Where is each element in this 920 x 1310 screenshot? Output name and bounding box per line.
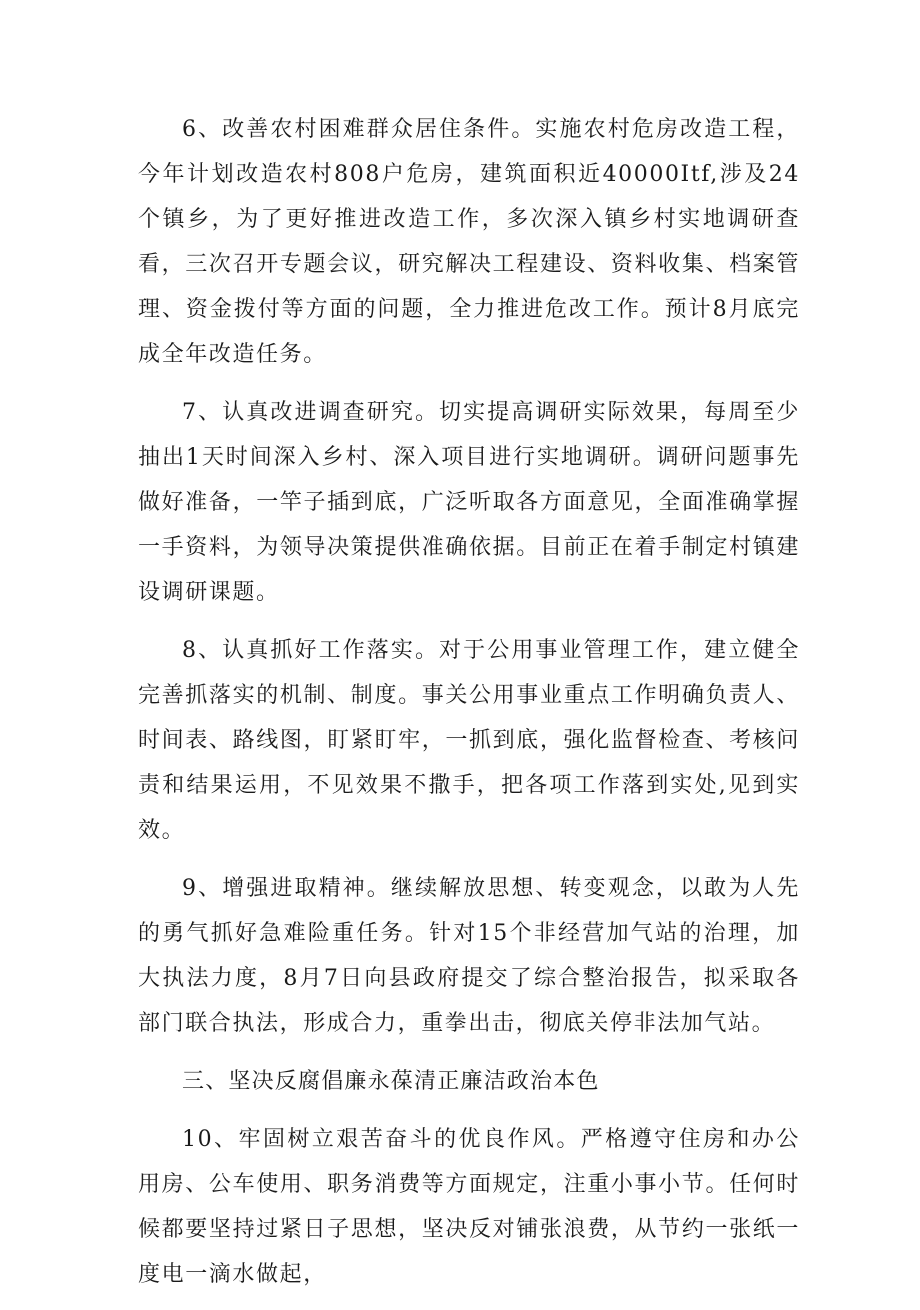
paragraph-6: 6、改善农村困难群众居住条件。实施农村危房改造工程，今年计划改造农村808户危房，建筑面积近40000Itf,涉及24个镇乡，为了更好推进改造工作，多次深入镇乡村实地调研查看，三次召开专题会议，研究解决工程建设、资料收集、档案管理、资金拨付等方面的问题，全力推进危改工作。预计8月底完成全年改造任务。 bbox=[138, 117, 800, 367]
paragraph-10: 10、牢固树立艰苦奋斗的优良作风。严格遵守住房和办公用房、公车使用、职务消费等方面规定，注重小事小节。任何时候都要坚持过紧日子思想，坚决反对铺张浪费，从节约一张纸一度电一滴水做起， bbox=[138, 1127, 800, 1287]
document-body bbox=[138, 107, 800, 1310]
paragraph-7: 7、认真改进调查研究。切实提高调研实际效果，每周至少抽出1天时间深入乡村、深入项目进行实地调研。调研问题事先做好准备，一竿子插到底，广泛听取各方面意见，全面准确掌握一手资料，为领导决策提供准确依据。目前正在着手制定村镇建设调研课题。 bbox=[138, 400, 800, 605]
paragraph-8: 8、认真抓好工作落实。对于公用事业管理工作，建立健全完善抓落实的机制、制度。事关公用事业重点工作明确负责人、时间表、路线图，盯紧盯牢，一抓到底，强化监督检查、考核问责和结果运用，不见效果不撒手，把各项工作落到实处,见到实效。 bbox=[138, 638, 800, 843]
paragraph-9: 9、增强进取精神。继续解放思想、转变观念，以敢为人先的勇气抓好急难险重任务。针对15个非经营加气站的治理，加大执法力度，8月7日向县政府提交了综合整治报告，拟采取各部门联合执法，形成合力，重拳出击，彻底关停非法加气站。 bbox=[138, 876, 800, 1036]
section-heading: 三、坚决反腐倡廉永葆清正廉洁政治本色 bbox=[182, 1069, 600, 1094]
